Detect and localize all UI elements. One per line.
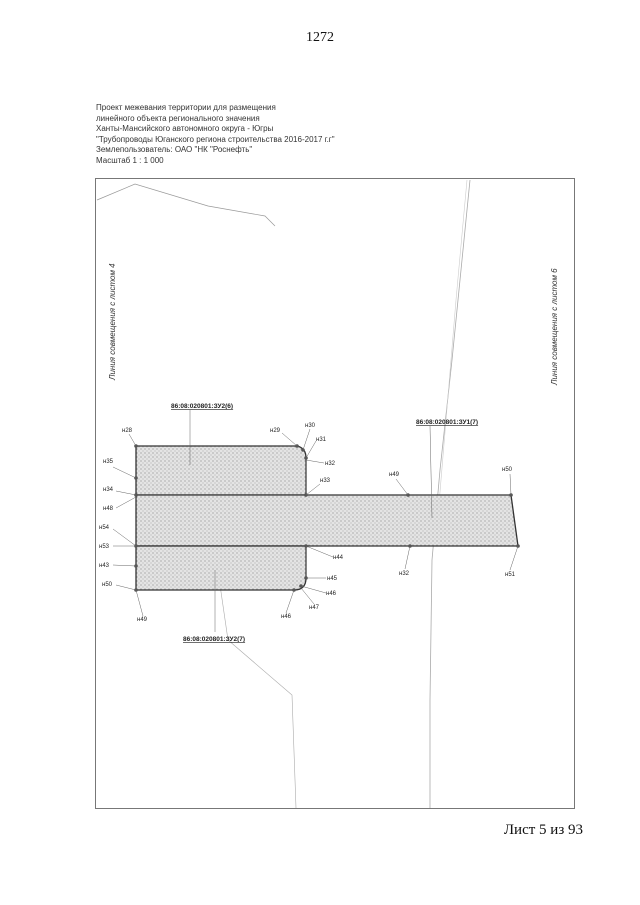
point-label: н49: [137, 617, 147, 623]
point-label: н48: [103, 506, 113, 512]
parcel-label-top: 86:08:020801:ЗУ2(6): [171, 403, 234, 410]
point-label: н49: [389, 472, 399, 478]
header-line: Масштаб 1 : 1 000: [96, 155, 164, 165]
leader-line: [113, 529, 136, 546]
road-line: [436, 180, 467, 540]
side-label-left: Линия совмещения с листом 4: [108, 263, 117, 380]
leader-line: [116, 497, 136, 508]
leader-line: [303, 429, 310, 450]
leader-line: [510, 474, 511, 495]
road-line: [430, 180, 470, 808]
leader-line: [113, 565, 136, 566]
leader-line: [136, 590, 143, 616]
leader-line: [306, 441, 316, 458]
parcel-main: [136, 495, 518, 546]
leader-line: [306, 546, 333, 557]
leader-line: [306, 484, 320, 495]
leader-line: [306, 460, 324, 463]
leader-line: [510, 546, 518, 570]
leader-line: [282, 433, 297, 446]
leader-line: [301, 586, 326, 593]
point-label: н46: [281, 614, 291, 620]
point-label: н50: [502, 467, 512, 473]
point-label: н54: [99, 525, 109, 531]
point-label: н29: [270, 428, 280, 434]
leader-line: [301, 588, 314, 604]
sheet-label: Лист 5 из 93: [503, 822, 583, 838]
point-label: н35: [103, 459, 113, 465]
point-label: н43: [99, 563, 109, 569]
point-label: н28: [122, 428, 132, 434]
leader-line: [396, 479, 408, 495]
header-line: Землепользователь: ОАО "НК "Роснефть": [96, 145, 253, 154]
point-label: н33: [320, 478, 330, 484]
leader-line: [286, 590, 294, 613]
leader-line: [113, 467, 136, 478]
leader-line: [116, 491, 136, 495]
parcel-label-right: 86:08:020801:ЗУ1(7): [416, 419, 479, 426]
point-label: н45: [327, 576, 337, 582]
leader-line: [129, 434, 136, 446]
page-number: 1272: [306, 30, 334, 45]
point-label: н32: [325, 461, 335, 467]
point-label: н44: [333, 555, 343, 561]
parcel-bottom: [136, 546, 306, 590]
side-label-right: Линия совмещения с листом 6: [550, 268, 559, 385]
boundary-line: [97, 184, 275, 226]
parcel-top: [136, 446, 306, 495]
header-line: "Трубопроводы Юганского региона строительства 2016-2017 г.г": [96, 134, 335, 144]
header-line: Ханты-Мансийского автономного округа - Югры: [96, 124, 274, 133]
point-label: н31: [316, 437, 326, 443]
leader-line: [116, 585, 136, 590]
point-label: н51: [505, 572, 515, 578]
header-line: Проект межевания территории для размещения: [96, 103, 276, 112]
point-label: н32: [399, 571, 409, 577]
parcel-label-bottom: 86:08:020801:ЗУ2(7): [183, 636, 246, 643]
point-label: н30: [305, 423, 315, 429]
point-label: н34: [103, 487, 113, 493]
point-label: н47: [309, 605, 319, 611]
point-label: н50: [102, 582, 112, 588]
leader-line: [405, 546, 410, 569]
point-label: н46: [326, 591, 336, 597]
header-line: линейного объекта регионального значения: [96, 113, 260, 123]
point-label: н53: [99, 544, 109, 550]
